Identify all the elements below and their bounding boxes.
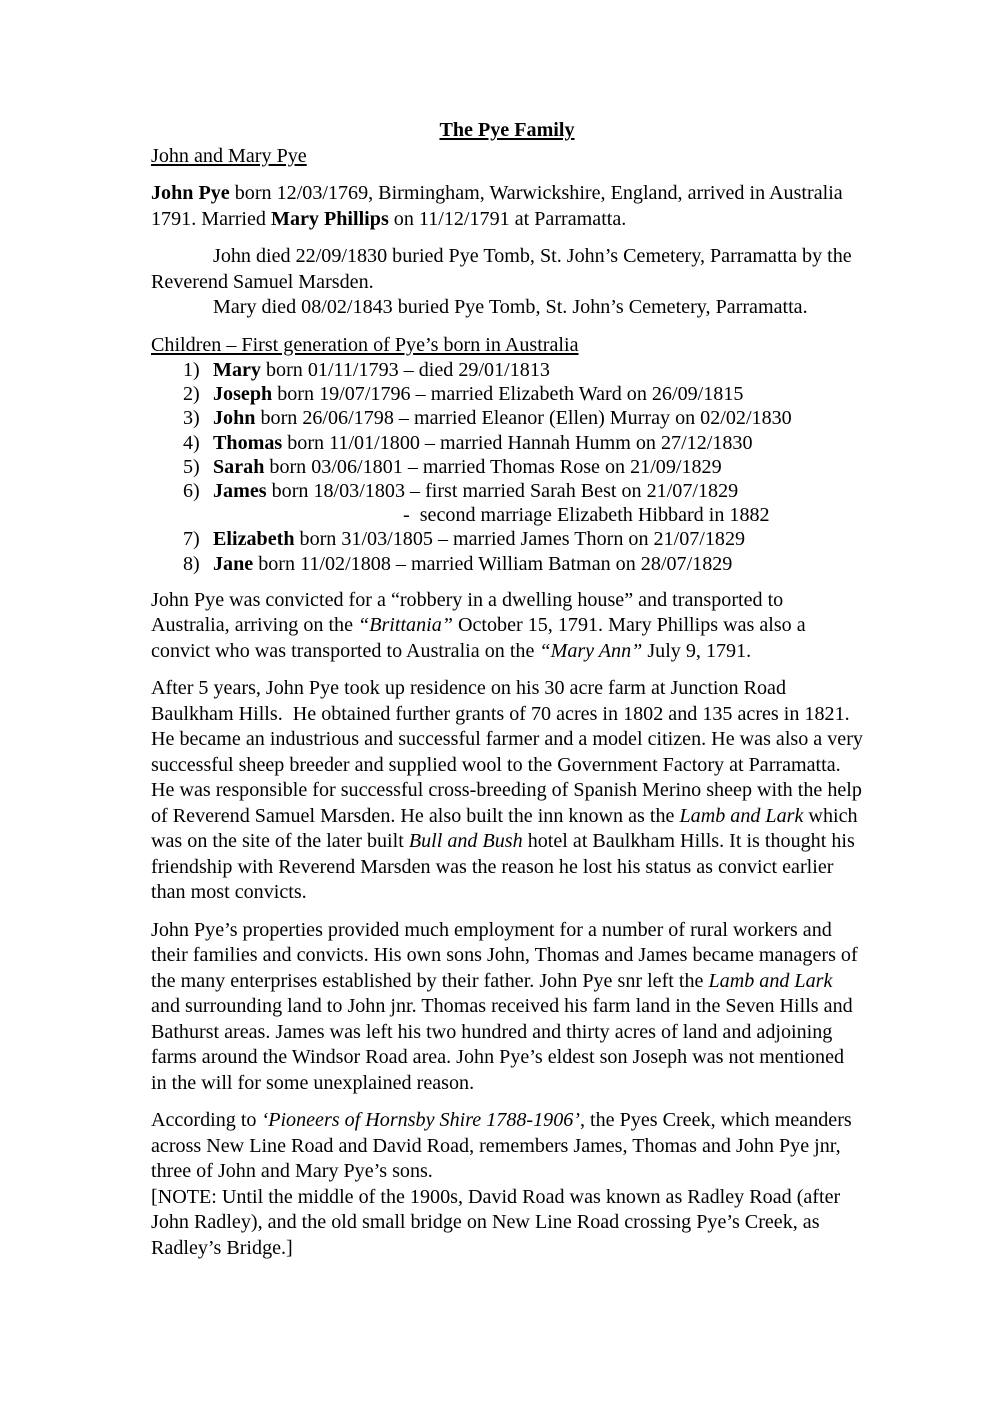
children-heading-text: Children – First generation of Pye’s born in Australia: [151, 333, 579, 356]
text-segment: , the Pyes Creek, which meanders across New Line Road and David Road, remembers James, Thomas and John Pye jnr, three of John and Mary Pye’s sons.: [151, 1109, 857, 1183]
blank-line: [151, 321, 863, 333]
child-list-item: [151, 431, 863, 455]
child-number: 6): [183, 480, 200, 503]
mary-phillips-name-bold: Mary Phillips: [270, 207, 389, 230]
text-segment: which was on the site of the later built: [151, 804, 863, 853]
child-name: Elizabeth: [213, 528, 295, 551]
mary-burial-paragraph: Mary died 08/02/1843 buried Pye Tomb, St. John’s Cemetery, Parramatta.: [213, 296, 808, 318]
child-details: [213, 382, 863, 406]
hotel-name-bull-and-bush-italic: Bull and Bush: [408, 830, 523, 853]
text-segment: and surrounding land to John jnr. Thomas received his farm land in the Seven Hills and Bathurst areas. James was left his two hundred and thirty acres of land and adjoining farms around the Windsor Road area. John Pye’s eldest son Joseph was not mentioned in the will for some unexplained reason.: [151, 969, 858, 1094]
creek-paragraph: [151, 1108, 863, 1185]
text-segment: born 18/03/1803 – first married Sarah Best on 21/07/1829: [266, 480, 739, 503]
text-segment: According to: [151, 1109, 262, 1132]
child-number: 3): [183, 407, 200, 430]
blank-line: [151, 232, 863, 244]
text-segment: After 5 years, John Pye took up residence on his 30 acre farm at Junction Road Baulkham Hills. He obtained further grants of 70 acres in 1802 and 135 acres in 1821. He became an industrious and successful farmer and a model citizen. He was also a very successful sheep breeder and supplied wool to the Government Factory at Parramatta. He was responsible for successful cross-breeding of Spanish Merino sheep with the help of Reverend Samuel Marsden. He also built the inn known as the: [151, 677, 868, 827]
child-details: [213, 358, 863, 382]
child-details: [213, 431, 863, 455]
document-title: [151, 118, 863, 144]
child-details: [213, 479, 863, 503]
blank-line: [151, 664, 863, 676]
child-name: James: [213, 480, 267, 503]
john-pye-name-bold: John Pye: [151, 182, 230, 204]
children-heading: [151, 333, 863, 359]
child-list-item: [151, 479, 863, 503]
child-name: Jane: [213, 552, 254, 575]
properties-paragraph: [151, 918, 863, 1097]
inn-name-lamb-and-lark-italic: Lamb and Lark: [708, 969, 833, 992]
text-segment: on 11/12/1791 at Parramatta.: [388, 207, 627, 230]
child-details: [213, 552, 863, 576]
text-segment: born 12/03/1769, Birmingham, Warwickshire, England, arrived in Australia 1791. Married: [151, 182, 848, 230]
blank-line: [151, 1096, 863, 1108]
text-segment: born 01/11/1793 – died 29/01/1813: [260, 359, 550, 381]
document-title-text: The Pye Family: [439, 119, 575, 141]
ship-name-brittania-italic: “Brittania”: [358, 614, 453, 637]
farm-paragraph: [151, 676, 868, 906]
child-name: Thomas: [213, 431, 283, 454]
text-segment: John Pye was convicted for a “robbery in a dwelling house” and transported to Australia, arriving on the: [151, 588, 788, 637]
child-number: 8): [183, 552, 200, 575]
text-segment: July 9, 1791.: [642, 639, 752, 662]
text-segment: born 11/02/1808 – married William Batman on 28/07/1829: [253, 552, 733, 575]
blank-line: [151, 169, 863, 181]
book-title-italic: ‘Pioneers of Hornsby Shire 1788-1906’: [261, 1109, 580, 1132]
text-segment: born 26/06/1798 – married Eleanor (Ellen) Murray on 02/02/1830: [255, 407, 792, 430]
text-segment: born 31/03/1805 – married James Thorn on 21/07/1829: [294, 528, 746, 551]
child-name: John: [213, 407, 256, 430]
child-number: 5): [183, 455, 200, 478]
text-segment: hotel at Baulkham Hills. It is thought his friendship with Reverend Marsden was the reason he lost his status as convict earlier than most convicts.: [151, 830, 860, 904]
child-list-item: [151, 358, 863, 382]
blank-line: [151, 576, 863, 588]
child-list-item: [151, 455, 863, 479]
note-paragraph: [NOTE: Until the middle of the 1900s, David Road was known as Radley Road (after John Radley), and the old small bridge on New Line Road crossing Pye’s Creek, as Radley’s Bridge.]: [151, 1185, 846, 1259]
text-segment: born 03/06/1801 – married Thomas Rose on 21/09/1829: [264, 455, 722, 478]
child-name: Sarah: [213, 455, 265, 478]
text-segment: October 15, 1791. Mary Phillips was also a convict who was transported to Australia on the: [151, 614, 811, 662]
child-number: 7): [183, 528, 200, 551]
child-name: Mary: [213, 359, 261, 381]
text-segment: John Pye’s properties provided much employment for a number of rural workers and their families and convicts. His own sons John, Thomas and James became managers of the many enterprises established by their father. John Pye snr left the: [151, 918, 863, 992]
inn-name-lamb-and-lark-italic: Lamb and Lark: [679, 804, 804, 827]
children-list: [151, 358, 863, 576]
child-list-item: [151, 527, 863, 551]
child-details: [213, 527, 863, 551]
child-number: 2): [183, 383, 200, 406]
child-number: 4): [183, 431, 200, 454]
blank-line: [151, 906, 863, 918]
ship-name-mary-ann-italic: “Mary Ann”: [539, 639, 643, 662]
document-content: [151, 118, 868, 1261]
child-list-item: [151, 552, 863, 576]
john-burial-paragraph: John died 22/09/1830 buried Pye Tomb, St. John’s Cemetery, Parramatta by the Reverend Samuel Marsden.: [151, 245, 857, 293]
james-second-marriage-line: - second marriage Elizabeth Hibbard in 1882: [403, 504, 770, 527]
subtitle-heading: [151, 144, 863, 170]
child-name: Joseph: [213, 383, 273, 406]
conviction-paragraph: [151, 588, 863, 665]
child-details: [213, 455, 863, 479]
child-details: [213, 406, 863, 430]
text-segment: born 11/01/1800 – married Hannah Humm on 27/12/1830: [282, 431, 753, 454]
intro-paragraph: [151, 181, 863, 232]
child-list-item: [151, 406, 863, 430]
child-number: 1): [183, 359, 200, 381]
child-list-item: [151, 382, 863, 406]
text-segment: born 19/07/1796 – married Elizabeth Ward on 26/09/1815: [272, 383, 744, 406]
subtitle-heading-text: John and Mary Pye: [151, 144, 307, 167]
